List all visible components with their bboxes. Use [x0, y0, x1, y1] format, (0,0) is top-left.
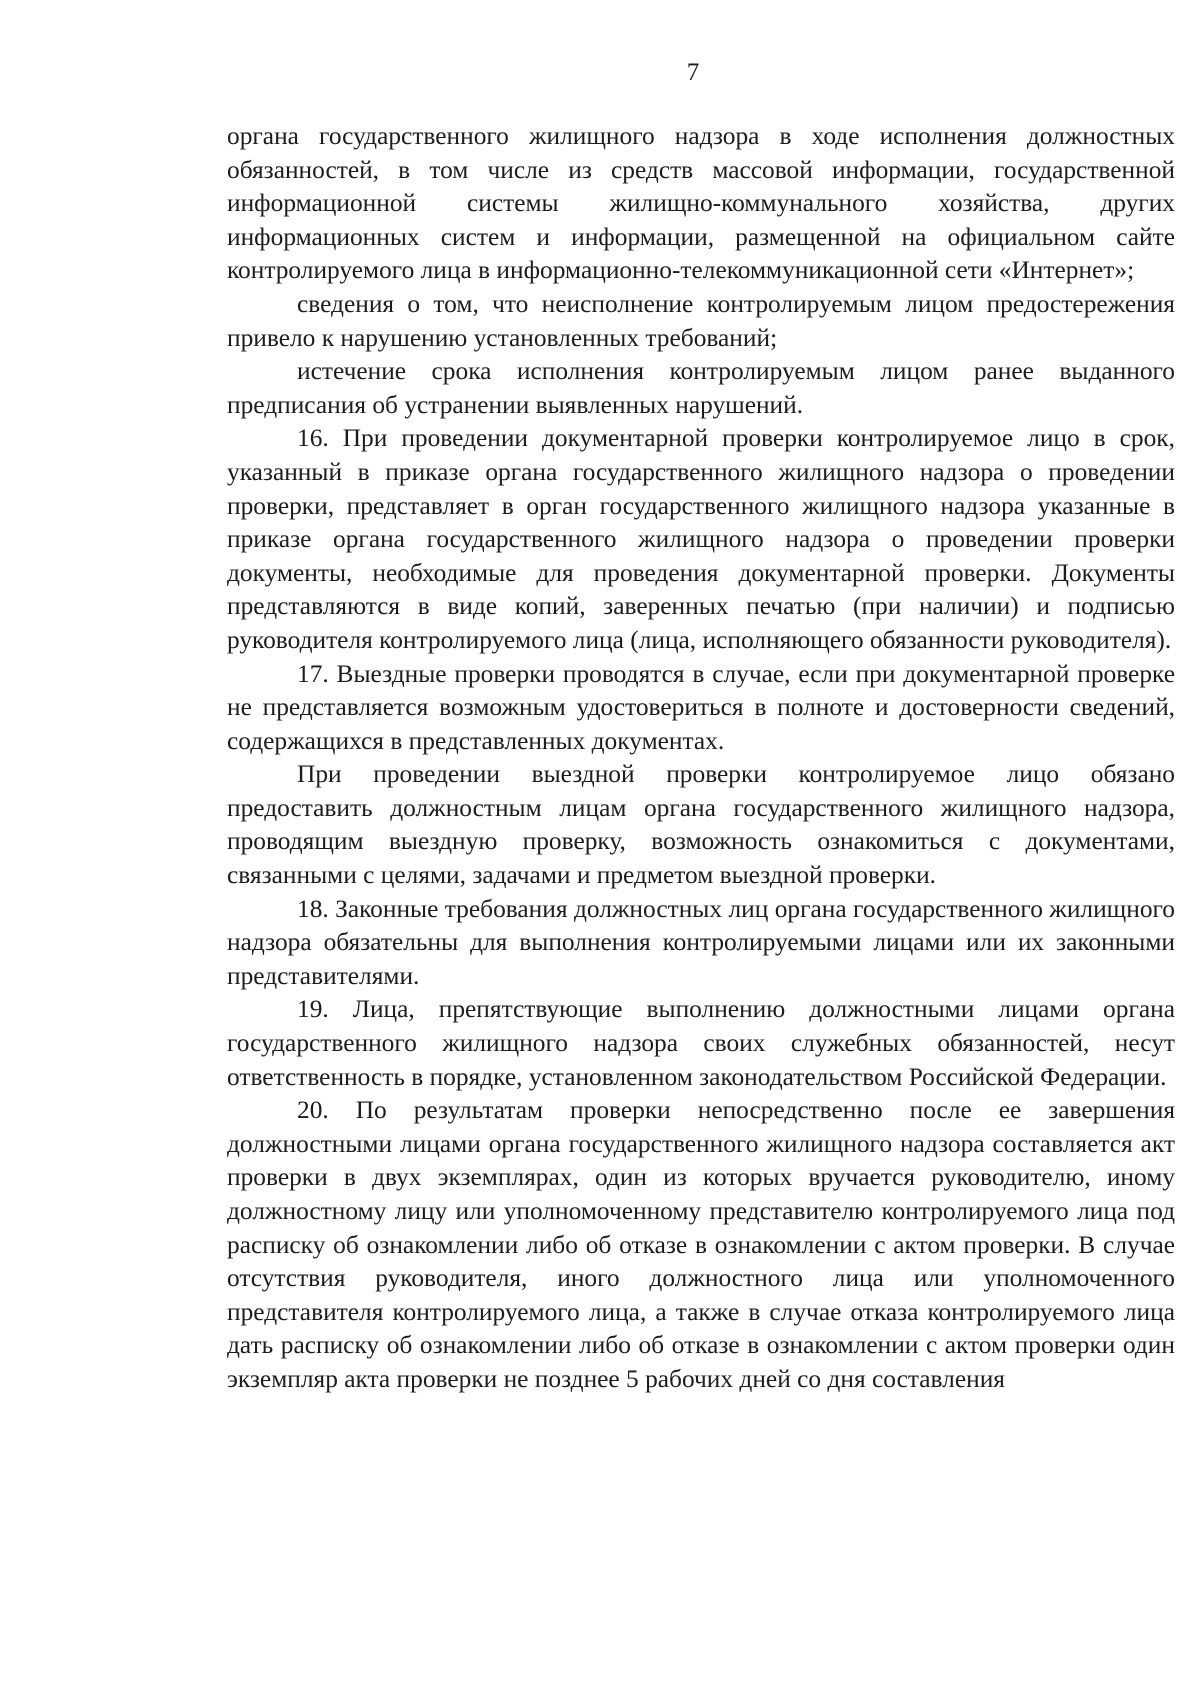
document-body	[227, 120, 1175, 1397]
paragraph-field-check-obligation: При проведении выездной проверки контролируемое лицо обязано предоставить должностным лицам органа государственного жилищного надзора, проводящим выездную проверку, возможность ознакомиться с документами, связанными с целями, задачами и предметом выездной проверки.	[227, 760, 1175, 890]
paragraph-18-lawful-requirements: 18. Законные требования должностных лиц органа государственного жилищного надзора обязательны для выполнения контролируемыми лицами или их законными представителями.	[227, 894, 1175, 990]
paragraph-19-obstruction-liability: 19. Лица, препятствующие выполнению должностными лицами органа государственного жилищного надзора своих служебных обязанностей, несут ответственность в порядке, установленном законодательством Российской Федерации.	[227, 995, 1175, 1091]
paragraph-continuation: органа государственного жилищного надзора в ходе исполнения должностных обязанностей, в том числе из средств массовой информации, государственной информационной системы жилищно-коммунального хозяйства, других информационных систем и информации, размещенной на официальном сайте контролируемого лица в информационно-телекоммуникационной сети «Интернет»;	[227, 122, 1175, 285]
paragraph-16-documentary-check: 16. При проведении документарной проверки контролируемое лицо в срок, указанный в приказе органа государственного жилищного надзора о проведении проверки, представляет в орган государственного жилищного надзора указанные в приказе органа государственного жилищного надзора о проведении проверки документы, необходимые для проведения документарной проверки. Документы представляются в виде копий, заверенных печатью (при наличии) и подписью руководителя контролируемого лица (лица, исполняющего обязанности руководителя).	[227, 424, 1175, 654]
paragraph-warning-violation: сведения о том, что неисполнение контролируемым лицом предостережения привело к нарушению установленных требований;	[227, 289, 1175, 352]
page-number: 7	[686, 59, 700, 86]
paragraph-17-field-checks: 17. Выездные проверки проводятся в случае, если при документарной проверке не представляется возможным удостовериться в полноте и достоверности сведений, содержащихся в представленных документах.	[227, 659, 1175, 755]
paragraph-order-expiry: истечение срока исполнения контролируемым лицом ранее выданного предписания об устранении выявленных нарушений.	[227, 357, 1175, 419]
paragraph-20-inspection-act: 20. По результатам проверки непосредственно после ее завершения должностными лицами органа государственного жилищного надзора составляется акт проверки в двух экземплярах, один из которых вручается руководителю, иному должностному лицу или уполномоченному представителю контролируемого лица под расписку об ознакомлении либо об отказе в ознакомлении с актом проверки. В случае отсутствия руководителя, иного должностного лица или уполномоченного представителя контролируемого лица, а также в случае отказа контролируемого лица дать расписку об ознакомлении либо об отказе в ознакомлении с актом проверки один экземпляр акта проверки не позднее 5 рабочих дней со дня составления	[227, 1096, 1175, 1393]
